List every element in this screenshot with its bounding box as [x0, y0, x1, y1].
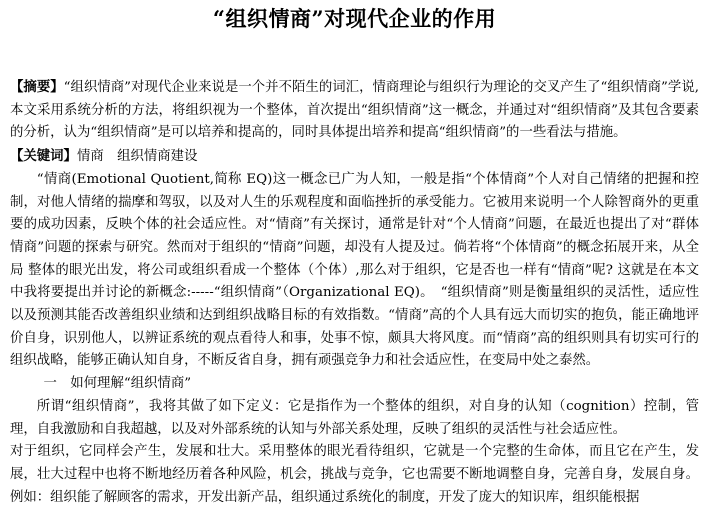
document-title: “组织情商”对现代企业的作用	[212, 6, 497, 31]
document-body	[10, 76, 699, 509]
keywords-text: 情商 组织情商建设	[76, 149, 198, 165]
section-heading: 一 如何理解“组织情商”	[43, 376, 192, 392]
keywords	[10, 145, 699, 169]
abstract	[10, 76, 699, 145]
body-paragraph: “情商(Emotional Quotient,简称 EQ)这一概念已广为人知，一般是指“个体情商”个人对自己情绪的把握和控制，对他人情绪的揣摩和驾驭，以及对人生的乐观程度和面临挫折的承受能力。它被用来说明一个人除智商外的更重要的成功因素，反映个体的社会适应性。对“情商”有关探讨，通常是针对“个人情商”问题，在最近也提出了对“群体情商”问题的探索与研究。然而对于组织的“情商”问题，却没有人提及过。倘若将“个体情商”的概念拓展开来，从全局 整体的眼光出发，将公司或组织看成一个整体（个体）,那么对于组织，它是否也一样有“情商”呢? 这就是在本文中我将要提出并讨论的新概念:-----“组织情商”（Organizational EQ)。 “组织情商”则是衡量组织的灵活性，适应性以及预测其能否改善组织业绩和达到组织战略目标的有效指数。“情商”高的个人具有远大而切实的抱负，能正确地评价自身，识别他人，以辨证系统的观点看待人和事，处事不惊，颇具大将风度。而“情商”高的组织则具有切实可行的组织战略，能够正确认知自身，不断反省自身，拥有顽强竞争力和社会适应性，在变局中处之泰然。	[10, 171, 699, 369]
abstract-label: 【摘要】	[10, 79, 64, 95]
section-paragraph: 对于组织，它同样会产生，发展和壮大。采用整体的眼光看待组织，它就是一个完整的生命体，而且它在产生，发展，壮大过程中也将不断地经历着各种风险，机会，挑战与竞争，它也需要不断地调整自身，完善自身，发展自身。例如：组织能了解顾客的需求，开发出新产品，组织通过系统化的制度，开发了庞大的知识库，组织能根据	[10, 444, 699, 505]
abstract-text: “组织情商”对现代企业来说是一个并不陌生的词汇，情商理论与组织行为理论的交叉产生了“组织情商”学说,本文采用系统分析的方法，将组织视为一个整体，首次提出“组织情商”这一概念，并通过对“组织情商”及其包含要素的分析，认为“组织情商”是可以培养和提高的，同时具体提出培养和提高“组织情商”的一些看法与措施。	[10, 80, 699, 141]
section-paragraph: 所谓“组织情商”，我将其做了如下定义：它是指作为一个整体的组织，对自身的认知（cognition）控制，管理，自我激励和自我超越，以及对外部系统的认知与外部关系处理，反映了组织的灵活性与社会适应性。	[10, 398, 699, 437]
keywords-label: 【关键词】	[10, 148, 77, 165]
